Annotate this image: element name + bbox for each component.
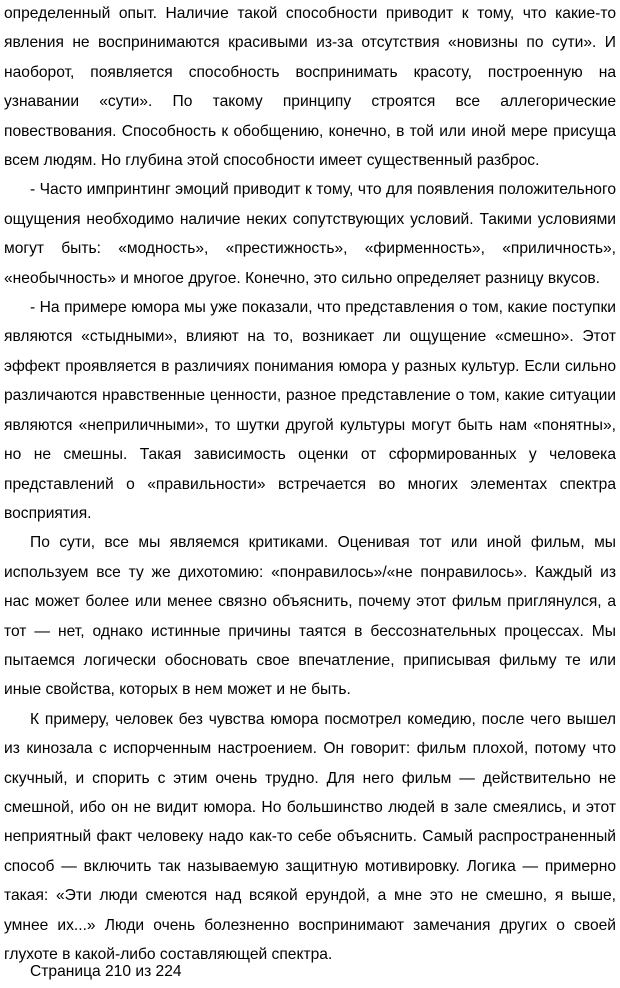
document-page bbox=[4, 0, 616, 969]
paragraph-imprinting: - Часто импринтинг эмоций приводит к тому, что для появления положительного ощущения необходимо наличие неких сопутствующих условий. Такими условиями могут быть: «модность», «престижность», «фирменность», «приличность», «необычность» и многое другое. Конечно, это сильно определяет разницу вкусов. bbox=[4, 181, 616, 287]
paragraph-continuation: определенный опыт. Наличие такой способности приводит к тому, что какие-то явления не воспринимаются красивыми из-за отсутствия «новизны по сути». И наоборот, появляется способность воспринимать красоту, построенную на узнавании «сути». По такому принципу строятся все аллегорические повествования. Способность к обобщению, конечно, в той или иной мере присуща всем людям. Но глубина этой способности имеет существенный разброс. bbox=[4, 5, 616, 170]
paragraph-comedy-example: К примеру, человек без чувства юмора посмотрел комедию, после чего вышел из кинозала с испорченным настроением. Он говорит: фильм плохой, потому что скучный, и спорить с этим очень трудно. Для него фильм — действительно не смешной, ибо он не видит юмора. Но большинство людей в зале смеялись, и этот неприятный факт человеку надо как-то себе объяснить. Самый распространенный способ — включить так называемую защитную мотивировку. Логика — примерно такая: «Эти люди смеются над всякой ерундой, а мне это не смешно, я выше, умнее их...» Люди очень болезненно воспринимают замечания других о своей глухоте в какой-либо составляющей спектра. bbox=[4, 710, 616, 963]
paragraph-humor-example: - На примере юмора мы уже показали, что представления о том, какие поступки являются «стыдными», влияют на то, возникает ли ощущение «смешно». Этот эффект проявляется в различиях понимания юмора у разных культур. Если сильно различаются нравственные ценности, разное представление о том, какие ситуации являются «неприличными», то шутки другой культуры могут быть нам «понятны», но не смешны. Такая зависимость оценки от сформированных у человека представлений о «правильности» встречается во многих элементах спектра восприятия. bbox=[4, 299, 616, 522]
page-number-footer: Страница 210 из 224 bbox=[30, 963, 182, 980]
paragraph-critics: По сути, все мы являемся критиками. Оценивая тот или иной фильм, мы используем все ту же дихотомию: «понравилось»/«не понравилось». Каждый из нас может более или менее связно объяснить, почему этот фильм приглянулся, а тот — нет, однако истинные причины таятся в бессознательных процессах. Мы пытаемся логически обосновать свое впечатление, приписывая фильму те или иные свойства, которых в нем может и не быть. bbox=[4, 534, 616, 699]
